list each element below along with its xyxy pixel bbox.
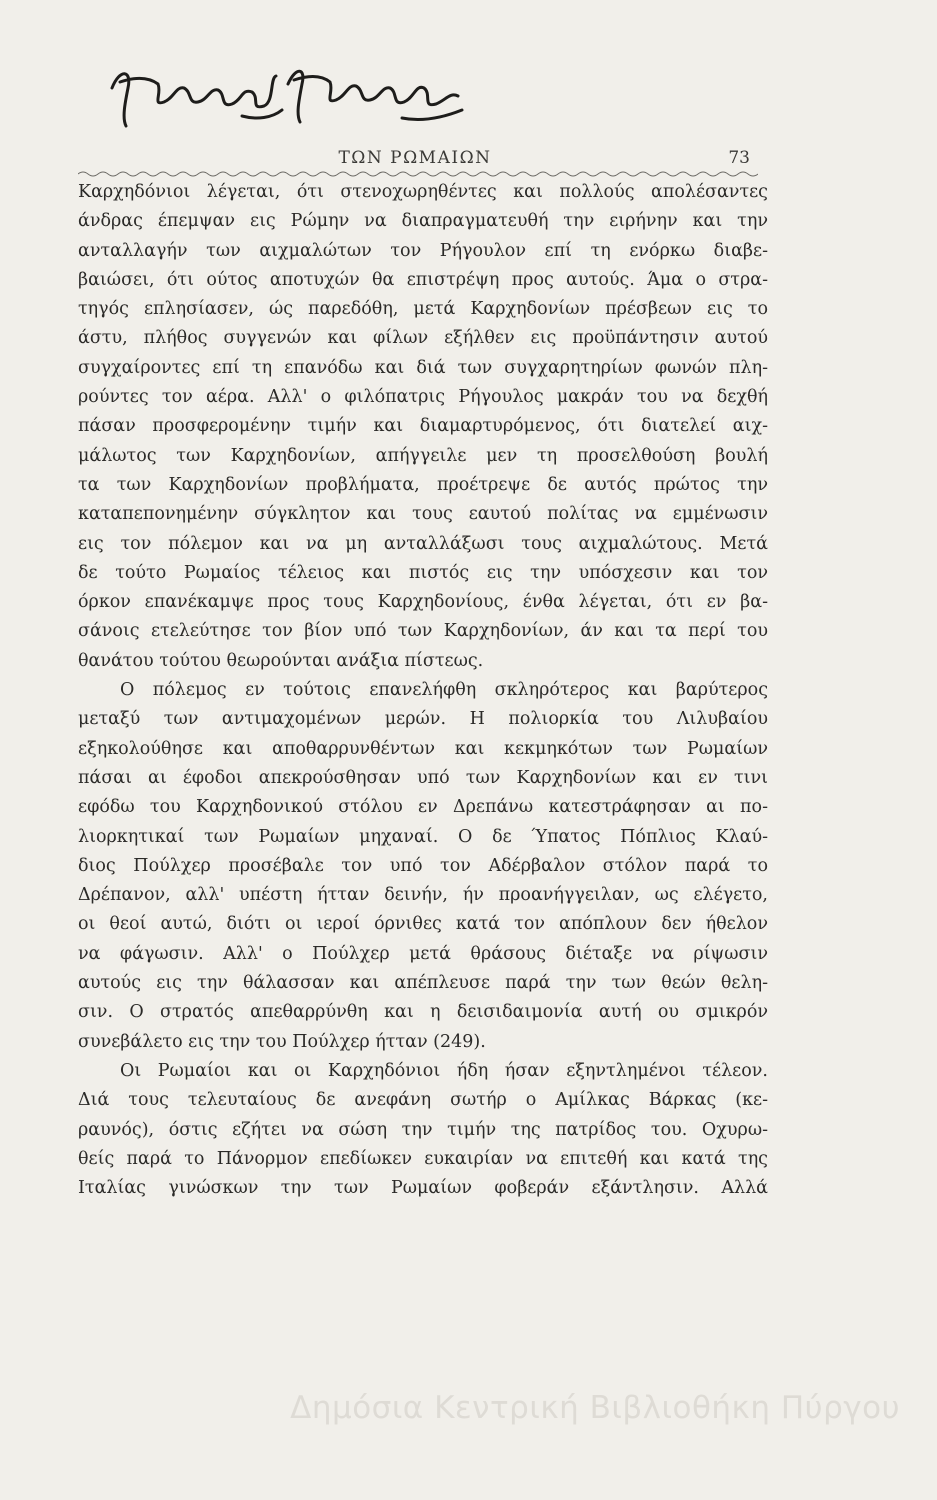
text-line: άστυ, πλήθος συγγενών και φίλων εξήλθεν εις προϋπάντησιν αυτού (78, 328, 768, 349)
text-line: ανταλλαγήν των αιχμαλώτων τον Ρήγουλον επί τη ενόρκω διαβε- (78, 240, 768, 261)
text-line: εις τον πόλεμον και να μη ανταλλάξωσι τους αιχμαλώτους. Μετά (78, 533, 768, 554)
text-line: λιορκητικαί των Ρωμαίων μηχαναί. Ο δε Ύπατος Πόπλιος Κλαύ- (78, 826, 768, 847)
text-line: Καρχηδόνιοι λέγεται, ότι στενοχωρηθέντες και πολλούς απολέσαντες (78, 182, 768, 202)
text-line: Διά τους τελευταίους δε ανεφάνη σωτήρ ο Αμίλκας Βάρκας (κε- (78, 1090, 768, 1111)
text-line: καταπεπονημένην σύγκλητον και τους εαυτού πολίτας να εμμένωσιν (78, 504, 768, 525)
text-line: τα των Καρχηδονίων προβλήματα, προέτρεψε δε αυτός πρώτος την (78, 474, 768, 495)
text-line: δε τούτο Ρωμαίος τέλειος και πιστός εις την υπόσχεσιν και τον (78, 562, 768, 583)
text-line: αυτούς εις την θάλασσαν και απέπλευσε παρά την των θεών θελη- (78, 973, 768, 994)
text-line: Ο πόλεμος εν τούτοις επανελήφθη σκληρότερος και βαρύτερος (120, 680, 768, 701)
running-title: ΤΩΝ ΡΩΜΑΙΩΝ (338, 148, 492, 168)
page-number: 73 (728, 148, 750, 168)
text-line: θανάτου τούτου θεωρούνται ανάξια πίστεως. (78, 650, 484, 671)
text-line: τηγός επλησίασεν, ώς παρεδόθη, μετά Καρχηδονίων πρέσβεων εις το (78, 299, 768, 320)
text-line: σιν. Ο στρατός απεθαρρύνθη και η δεισιδαιμονία αυτή ου σμικρόν (78, 1002, 768, 1023)
text-line: ρούντες τον αέρα. Αλλ' ο φιλόπατρις Ρήγουλος μακράν του να δεχθή (78, 387, 768, 408)
body-text (78, 178, 768, 1203)
text-line: πάσαι αι έφοδοι απεκρούσθησαν υπό των Καρχηδονίων και εν τινι (78, 767, 768, 788)
text-line: διος Πούλχερ προσέβαλε τον υπό τον Αδέρβαλον στόλον παρά το (78, 855, 768, 876)
text-line: Οι Ρωμαίοι και οι Καρχηδόνιοι ήδη ήσαν εξηντλημένοι τέλεον. (120, 1060, 768, 1081)
text-line: ραυνός), όστις εζήτει να σώση την τιμήν της πατρίδος του. Οχυρω- (78, 1119, 768, 1140)
text-line: θείς παρά το Πάνορμον επεδίωκεν ευκαιρίαν να επιτεθή και κατά της (78, 1148, 768, 1169)
text-line: Ιταλίας γινώσκων την των Ρωμαίων φοβεράν εξάντλησιν. Αλλά (78, 1178, 768, 1199)
text-line: οι θεοί αυτώ, διότι οι ιεροί όρνιθες κατά τον απόπλουν δεν ήθελον (78, 914, 768, 935)
text-line: συγχαίροντες επί τη επανόδω και διά των συγχαρητηρίων φωνών πλη- (78, 357, 768, 378)
text-line: σάνοις ετελεύτησε τον βίον υπό των Καρχηδονίων, άν και τα περί του (78, 621, 768, 642)
text-line: μεταξύ των αντιμαχομένων μερών. Η πολιορκία του Λιλυβαίου (78, 709, 768, 730)
text-line: πάσαν προσφερομένην τιμήν και διαμαρτυρόμενος, ότι διατελεί αιχ- (78, 416, 768, 437)
library-watermark: Δημόσια Κεντρική Βιβλιοθήκη Πύργου (290, 1390, 900, 1426)
text-line: εξηκολούθησε και αποθαρρυνθέντων και κεκμηκότων των Ρωμαίων (78, 738, 768, 759)
text-line: μάλωτος των Καρχηδονίων, απήγγειλε μεν τη προσελθούση βουλή (78, 445, 768, 466)
handwritten-signature (92, 48, 472, 140)
text-line: να φάγωσιν. Αλλ' ο Πούλχερ μετά θράσους διέταξε να ρίψωσιν (78, 943, 768, 964)
text-line: άνδρας έπεμψαν εις Ρώμην να διαπραγματευθή την ειρήνην και την (78, 211, 768, 232)
text-line: βαιώσει, ότι ούτος αποτυχών θα επιστρέψη προς αυτούς. Άμα ο στρα- (78, 269, 768, 290)
text-line: όρκον επανέκαμψε προς τους Καρχηδονίους, ένθα λέγεται, ότι εν βα- (78, 592, 768, 613)
text-line: εφόδω του Καρχηδονικού στόλου εν Δρεπάνω κατεστράφησαν αι πο- (78, 797, 768, 818)
text-line: Δρέπανον, αλλ' υπέστη ήτταν δεινήν, ήν προανήγγειλαν, ως ελέγετο, (78, 885, 768, 906)
text-line: συνεβάλετο εις την του Πούλχερ ήτταν (249). (78, 1031, 486, 1052)
